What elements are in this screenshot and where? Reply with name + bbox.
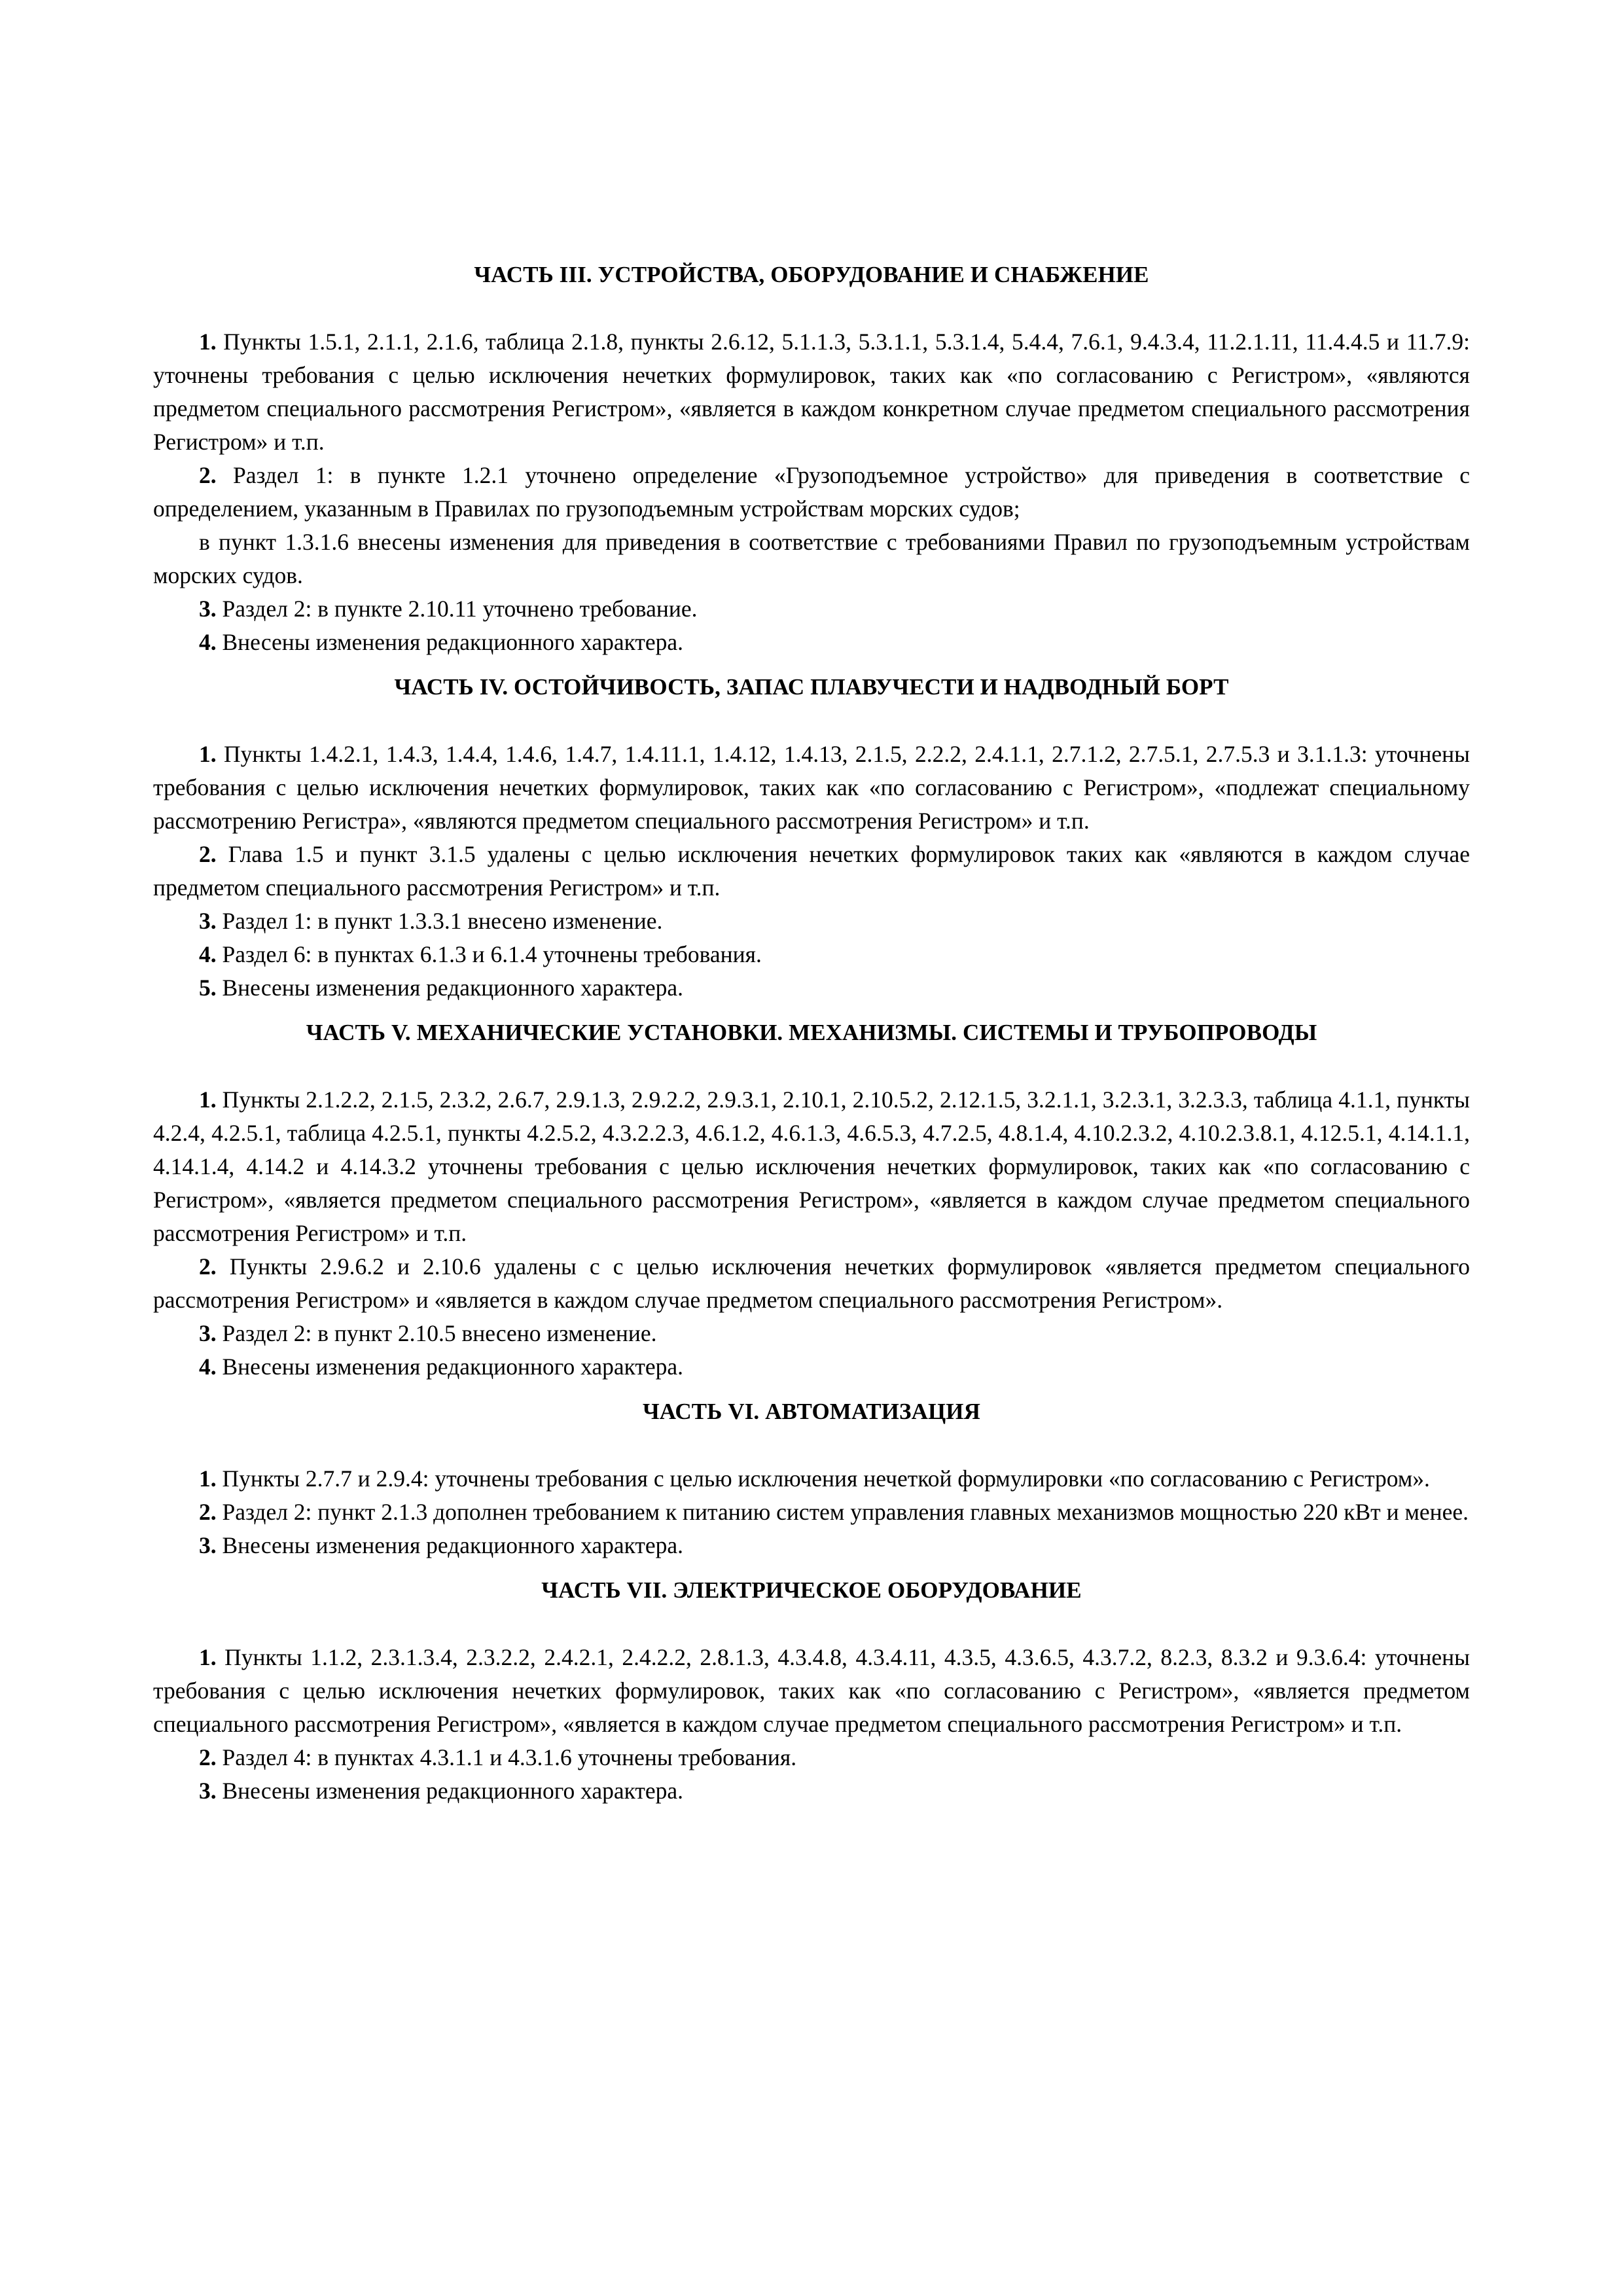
item-text: Раздел 1: в пункт 1.3.3.1 внесено изменение. [216,908,663,934]
item-number: 2. [199,1744,217,1770]
list-item [153,626,1470,659]
item-number: 3. [199,596,217,622]
item-number: 2. [199,462,217,488]
item-text: Внесены изменения редакционного характера. [216,1532,684,1558]
section-title: ЧАСТЬ IV. ОСТОЙЧИВОСТЬ, ЗАПАС ПЛАВУЧЕСТИ И НАДВОДНЫЙ БОРТ [394,674,1229,700]
list-item [153,971,1470,1005]
list-item [153,738,1470,838]
list-item [153,592,1470,626]
item-text: Раздел 6: в пунктах 6.1.3 и 6.1.4 уточнены требования. [216,941,762,967]
item-text: Внесены изменения редакционного характера. [216,975,684,1001]
section-title: ЧАСТЬ III. УСТРОЙСТВА, ОБОРУДОВАНИЕ И СНАБЖЕНИЕ [474,262,1149,287]
item-text: Пункты 1.1.2, 2.3.1.3.4, 2.3.2.2, 2.4.2.1, 2.4.2.2, 2.8.1.3, 4.3.4.8, 4.3.4.11, 4.3.5, 4.3.6.5, 4.3.7.2, 8.2.3, 8.3.2 и 9.3.6.4: уточнены требования с целью исключения нечетких формулировок, таких как «по согласованию с Регистром», «является предметом специального рассмотрения Регистром», «является в каждом случае предметом специального рассмотрения Регистром» и т.п. [153,1644,1470,1737]
item-text: Раздел 2: пункт 2.1.3 дополнен требованием к питанию систем управления главных механизмов мощностью 220 кВт и менее. [216,1499,1469,1525]
list-item [153,526,1470,592]
item-text: Пункты 1.4.2.1, 1.4.3, 1.4.4, 1.4.6, 1.4.7, 1.4.11.1, 1.4.12, 1.4.13, 2.1.5, 2.2.2, 2.4.1.1, 2.7.1.2, 2.7.5.1, 2.7.5.3 и 3.1.1.3: уточнены требования с целью исключения нечетких формулировок, таких как «по согласованию с Регистром», «подлежат специальному рассмотрению Регистра», «являются предметом специального рассмотрения Регистром» и т.п. [153,741,1470,834]
section-part-6 [153,1395,1470,1562]
item-text: Внесены изменения редакционного характера. [216,1778,684,1804]
list-item [153,1529,1470,1562]
item-text: Пункты 2.9.6.2 и 2.10.6 удалены с с целью исключения нечетких формулировок «является предметом специального рассмотрения Регистром» и «является в каждом случае предметом специального рассмотрения Регистром». [153,1253,1470,1313]
item-number: 1. [199,329,217,355]
list-item [153,1774,1470,1808]
item-number: 4. [199,1354,217,1380]
list-item [153,1250,1470,1317]
item-number: 2. [199,841,217,867]
item-number: 3. [199,1778,217,1804]
item-text: Раздел 2: в пункт 2.10.5 внесено изменение. [216,1320,657,1346]
list-item [153,1741,1470,1774]
section-part-4 [153,671,1470,1005]
list-item [153,838,1470,905]
item-number: 2. [199,1499,217,1525]
section-part-3 [153,259,1470,659]
list-item [153,1496,1470,1529]
item-number: 3. [199,1320,217,1346]
item-number: 3. [199,908,217,934]
list-item [153,1317,1470,1350]
item-number: 3. [199,1532,217,1558]
item-number: 1. [199,1644,217,1670]
item-text: Внесены изменения редакционного характера. [216,629,684,655]
section-part-7 [153,1574,1470,1808]
item-number: 1. [199,1086,217,1113]
list-item [153,1462,1470,1496]
section-title: ЧАСТЬ VI. АВТОМАТИЗАЦИЯ [643,1399,980,1424]
item-text: Раздел 1: в пункте 1.2.1 уточнено определение «Грузоподъемное устройство» для приведения в соответствие с определением, указанным в Правилах по грузоподъемным устройствам морских судов; [153,462,1470,522]
item-text: Глава 1.5 и пункт 3.1.5 удалены с целью исключения нечетких формулировок таких как «являются в каждом случае предметом специального рассмотрения Регистром» и т.п. [153,841,1470,901]
item-number: 2. [199,1253,217,1280]
section-title: ЧАСТЬ V. МЕХАНИЧЕСКИЕ УСТАНОВКИ. МЕХАНИЗМЫ. СИСТЕМЫ И ТРУБОПРОВОДЫ [306,1020,1317,1045]
item-text: Пункты 1.5.1, 2.1.1, 2.1.6, таблица 2.1.8, пункты 2.6.12, 5.1.1.3, 5.3.1.1, 5.3.1.4, 5.4.4, 7.6.1, 9.4.3.4, 11.2.1.11, 11.4.4.5 и 11.7.9: уточнены требования с целью исключения нечетких формулировок, таких как «по согласованию с Регистром», «являются предметом специального рассмотрения Регистром», «является в каждом конкретном случае предметом специального рассмотрения Регистром» и т.п. [153,329,1470,455]
item-text: в пункт 1.3.1.6 внесены изменения для приведения в соответствие с требованиями Правил по грузоподъемным устройствам морских судов. [153,529,1470,588]
item-number: 5. [199,975,217,1001]
item-text: Пункты 2.7.7 и 2.9.4: уточнены требования с целью исключения нечеткой формулировки «по согласованию с Регистром». [216,1465,1430,1492]
item-text: Внесены изменения редакционного характера. [216,1354,684,1380]
section-title: ЧАСТЬ VII. ЭЛЕКТРИЧЕСКОЕ ОБОРУДОВАНИЕ [541,1577,1082,1603]
item-number: 4. [199,941,217,967]
item-text: Пункты 2.1.2.2, 2.1.5, 2.3.2, 2.6.7, 2.9.1.3, 2.9.2.2, 2.9.3.1, 2.10.1, 2.10.5.2, 2.12.1.5, 3.2.1.1, 3.2.3.1, 3.2.3.3, таблица 4.1.1, пункты 4.2.4, 4.2.5.1, таблица 4.2.5.1, пункты 4.2.5.2, 4.3.2.2.3, 4.6.1.2, 4.6.1.3, 4.6.5.3, 4.7.2.5, 4.8.1.4, 4.10.2.3.2, 4.10.2.3.8.1, 4.12.5.1, 4.14.1.1, 4.14.1.4, 4.14.2 и 4.14.3.2 уточнены требования с целью исключения нечетких формулировок, таких как «по согласованию с Регистром», «является предметом специального рассмотрения Регистром», «является в каждом случае предметом специального рассмотрения Регистром» и т.п. [153,1086,1470,1246]
list-item [153,459,1470,526]
list-item [153,1350,1470,1384]
list-item [153,938,1470,971]
list-item [153,1641,1470,1741]
item-number: 1. [199,741,217,767]
item-text: Раздел 2: в пункте 2.10.11 уточнено требование. [216,596,698,622]
item-number: 1. [199,1465,217,1492]
section-part-5 [153,1016,1470,1384]
list-item [153,325,1470,459]
list-item [153,905,1470,938]
list-item [153,1083,1470,1250]
item-text: Раздел 4: в пунктах 4.3.1.1 и 4.3.1.6 уточнены требования. [216,1744,797,1770]
item-number: 4. [199,629,217,655]
document-page [153,259,1470,1808]
